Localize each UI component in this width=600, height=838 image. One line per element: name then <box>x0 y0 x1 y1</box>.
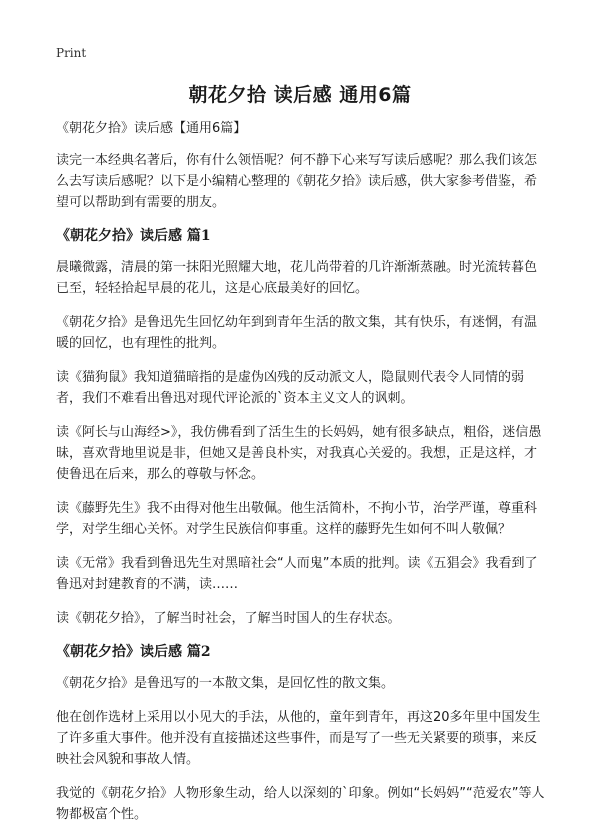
section-1-paragraph: 读《朝花夕拾》，了解当时社会，了解当时国人的生存状态。 <box>56 611 401 626</box>
page-title: 朝花夕拾 读后感 通用6篇 <box>188 84 412 106</box>
section-2-paragraph: 我觉的《朝花夕拾》人物形象生动，给人以深刻的`印象。例如“长妈妈”“范爱农”等人物都极富个性。 <box>56 786 545 822</box>
print-link[interactable]: Print <box>56 46 87 60</box>
section-2-heading: 《朝花夕拾》读后感 篇2 <box>56 644 211 660</box>
section-2-paragraph: 他在创作选材上采用以小见大的手法，从他的，童年到青年，再这20多年里中国发生了许多重大事件。他并没有直接描述这些事件，而是写了一些无关紧要的琐事，来反映社会风貌和事故人情。 <box>56 710 541 767</box>
article-subtitle: 《朝花夕拾》读后感【通用6篇】 <box>56 121 247 136</box>
section-1-paragraph: 晨曦微露，清晨的第一抹阳光照耀大地，花儿尚带着的几许渐渐蒸融。时光流转暮色已至，轻轻拾起早晨的花儿，这是心底最美好的回忆。 <box>56 260 538 296</box>
section-1-heading: 《朝花夕拾》读后感 篇1 <box>56 228 211 244</box>
section-1-paragraph: 读《无常》我看到鲁迅先生对黑暗社会“人而鬼”本质的批判。读《五猖会》我看到了鲁迅对封建教育的不满，读…… <box>56 556 538 592</box>
article-body <box>56 118 548 838</box>
section-2-paragraph: 《朝花夕拾》是鲁迅写的一本散文集，是回忆性的散文集。 <box>56 676 395 691</box>
intro-paragraph: 读完一本经典名著后，你有什么领悟呢？何不静下心来写写读后感呢？那么我们该怎么去写读后感呢？以下是小编精心整理的《朝花夕拾》读后感，供大家参考借鉴，希望可以帮助到有需要的朋友。 <box>56 153 538 210</box>
section-1-paragraph: 读《藤野先生》我不由得对他生出敬佩。他生活简朴，不拘小节，治学严谨，尊重科学，对学生细心关怀。对学生民族信仰事重。这样的藤野先生如何不叫人敬佩？ <box>56 501 538 537</box>
section-1-paragraph: 读《猫狗鼠》我知道猫暗指的是虚伪凶残的反动派文人，隐鼠则代表令人同情的弱者，我们不难看出鲁迅对现代评论派的`资本主义文人的讽刺。 <box>56 370 525 406</box>
section-1-paragraph: 读《阿长与山海经>》，我仿佛看到了活生生的长妈妈，她有很多缺点，粗俗，迷信愚昧，喜欢背地里说是非，但她又是善良朴实，对我真心关爱的。我想，正是这样，才使鲁迅在后来，那么的尊敬与怀念。 <box>56 425 542 482</box>
section-1-paragraph: 《朝花夕拾》是鲁迅先生回忆幼年到到青年生活的散文集，其有快乐，有迷惘，有温暖的回忆，也有理性的批判。 <box>56 315 538 351</box>
